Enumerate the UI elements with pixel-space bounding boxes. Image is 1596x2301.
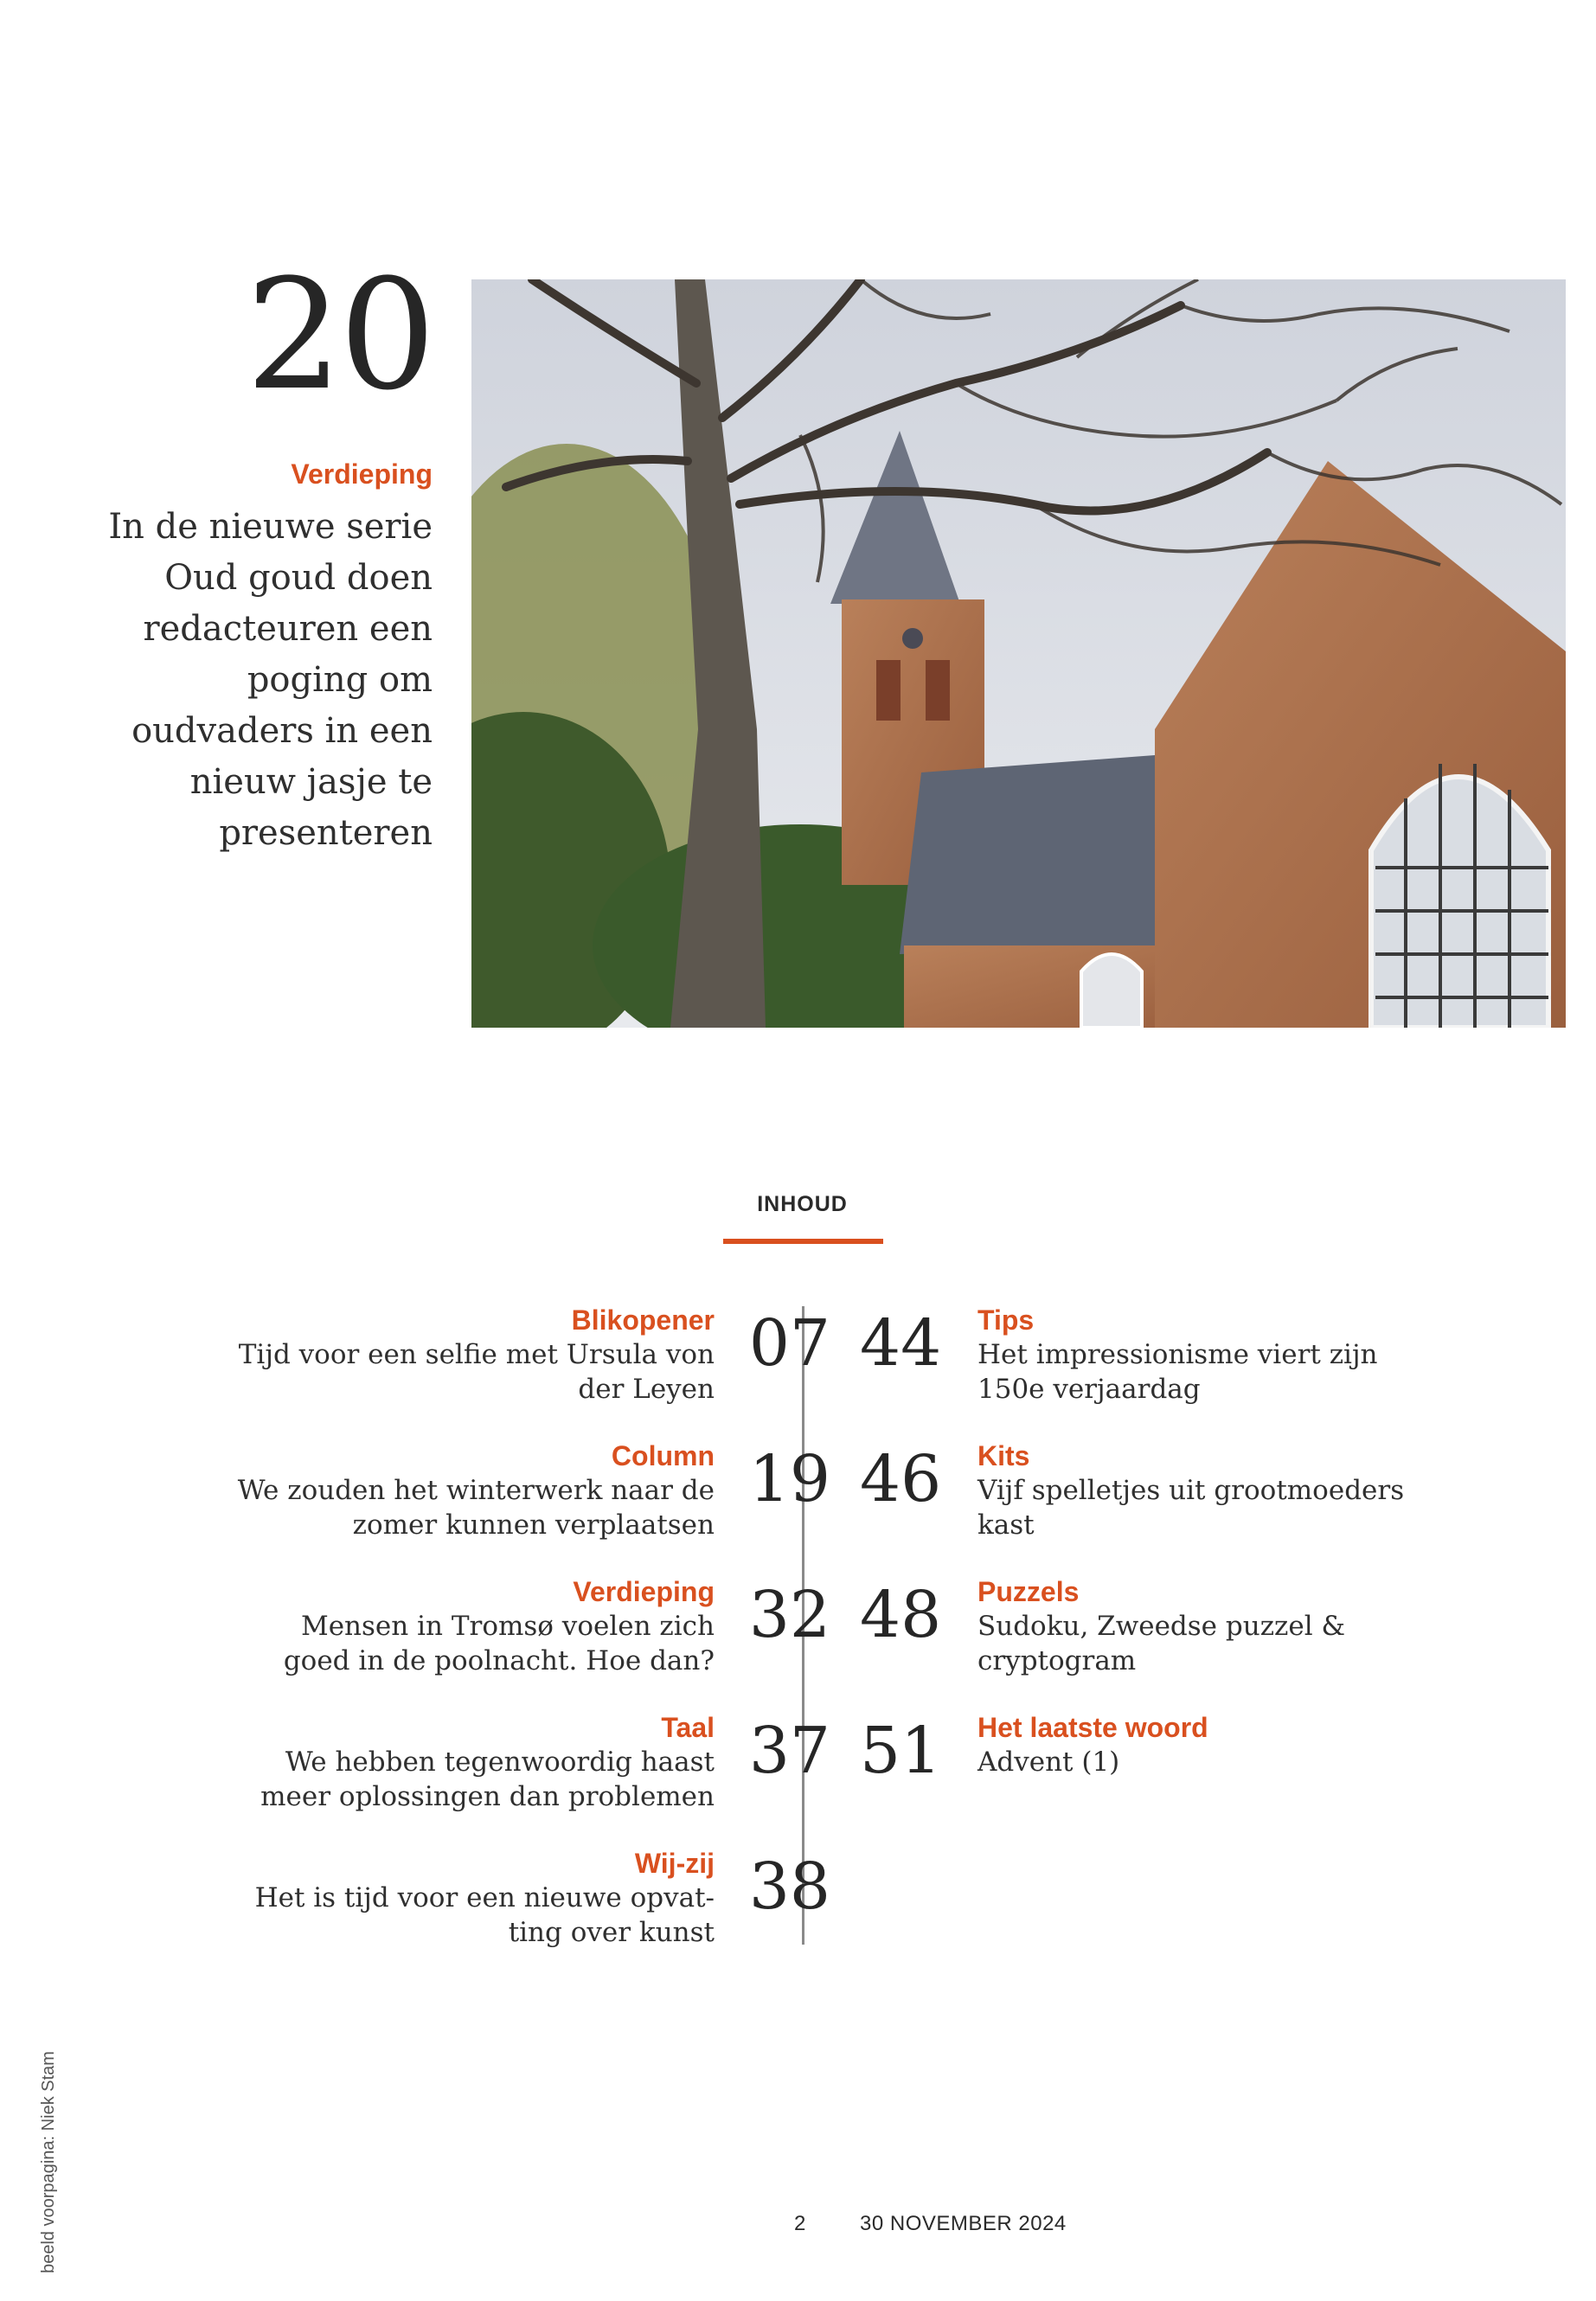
toc-entry[interactable] [839,1303,1401,1439]
toc-entry-page: 51 [860,1714,942,1788]
inhoud-heading: INHOUD [757,1192,848,1216]
toc-entry-label: Blikopener [571,1304,715,1336]
toc-entry-description: Advent (1) [977,1747,1120,1778]
toc-entry-page: 38 [748,1849,830,1924]
toc-left-column [87,1303,830,1982]
toc-entry-label: Kits [977,1440,1030,1471]
toc-entry-label: Column [611,1440,715,1471]
toc-entry-page: 07 [748,1306,830,1381]
toc-entry[interactable] [87,1439,830,1574]
toc-entry-label: Tips [977,1304,1035,1336]
toc-entry-description: Het is tijd voor een nieuwe opvat-ting over kunst [254,1882,715,1948]
toc-entry-page: 44 [860,1306,942,1381]
toc-entry-description: Vijf spelletjes uit grootmoeders kast [977,1475,1405,1541]
toc-entry[interactable] [839,1710,1401,1846]
toc-entry-label: Het laatste woord [977,1712,1208,1743]
toc-entry-label: Verdieping [573,1576,715,1607]
footer-page-number: 2 [794,2212,806,2235]
toc-entry-description: Tijd voor een selfie met Ursula von der Leyen [238,1339,715,1405]
toc-entry[interactable] [87,1710,830,1846]
toc-entry[interactable] [839,1574,1401,1710]
feature-photo [471,279,1566,1028]
toc-entry-description: We hebben tegenwoordig haast meer oplossingen dan problemen [260,1747,715,1812]
toc-entry-description: Sudoku, Zweedse puzzel & cryptogram [977,1611,1346,1676]
toc-right-column [839,1303,1405,1846]
toc-entry-page: 37 [748,1714,830,1788]
toc-entry-description: Het impressionisme viert zijn 150e verjaardag [977,1339,1378,1405]
photo-credit: beeld voorpagina: Niek Stam [39,2051,58,2273]
church-photo-illustration [471,279,1566,1028]
toc-entry-description: Mensen in Tromsø voelen zich goed in de poolnacht. Hoe dan? [283,1611,715,1676]
toc-entry-page: 48 [860,1578,942,1652]
toc-entry-label: Taal [661,1712,715,1743]
toc-entry[interactable] [839,1439,1405,1574]
toc-entry[interactable] [87,1574,830,1710]
toc-entry-page: 32 [748,1578,830,1652]
toc-entry-label: Wij-zij [634,1848,715,1879]
inhoud-rule [723,1239,883,1244]
toc-entry-page: 19 [748,1442,830,1516]
feature-section-label: Verdieping [291,458,433,490]
footer-date: 30 NOVEMBER 2024 [860,2212,1067,2235]
feature-teaser: In de nieuwe serie Oud goud doen redacteuren een poging om oudvaders in een nieuw jasje te presenteren [108,507,433,853]
toc-entry[interactable] [87,1303,830,1439]
toc-entry-description: We zouden het winterwerk naar de zomer kunnen verplaatsen [237,1475,715,1541]
feature-page-number: 20 [246,247,433,424]
toc-entry-label: Puzzels [977,1576,1080,1607]
toc-entry-page: 46 [860,1442,942,1516]
toc-entry[interactable] [87,1846,830,1982]
